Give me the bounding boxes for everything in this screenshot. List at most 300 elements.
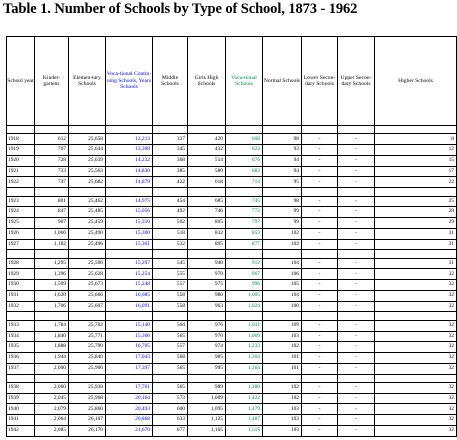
spacer-cell xyxy=(188,126,226,134)
cell-higher: 22 xyxy=(375,177,457,188)
cell-normal: 102 xyxy=(263,228,302,239)
cell-middle: 633 xyxy=(153,415,188,426)
spacer-cell xyxy=(375,250,457,258)
spacer-cell xyxy=(69,188,106,196)
cell-year: 1927 xyxy=(7,239,35,250)
cell-normal: 102 xyxy=(263,393,302,404)
cell-kindergartens: 1,706 xyxy=(35,301,69,312)
spacer-cell xyxy=(263,250,302,258)
cell-kindergartens: 747 xyxy=(35,177,69,188)
spacer-cell xyxy=(263,126,302,134)
cell-lower-secondary: - xyxy=(302,239,338,250)
group-spacer xyxy=(7,126,457,134)
cell-middle: 565 xyxy=(153,331,188,342)
cell-higher: 32 xyxy=(375,353,457,364)
table-row xyxy=(7,177,457,188)
cell-year: 1940 xyxy=(7,404,35,415)
cell-year: 1941 xyxy=(7,415,35,426)
cell-girls-high: 514 xyxy=(188,155,226,166)
cell-lower-secondary: - xyxy=(302,393,338,404)
spacer-cell xyxy=(7,374,35,382)
cell-middle: 337 xyxy=(153,134,188,145)
cell-vocational: 1,005 xyxy=(226,290,263,301)
cell-vocational-continuing: 15,306 xyxy=(106,331,153,342)
cell-kindergartens: 1,509 xyxy=(35,280,69,291)
cell-elementary: 25,968 xyxy=(69,393,106,404)
cell-year: 1930 xyxy=(7,280,35,291)
cell-upper-secondary: - xyxy=(338,404,375,415)
cell-vocational: 1,304 xyxy=(226,353,263,364)
spacer-cell xyxy=(375,374,457,382)
cell-upper-secondary: - xyxy=(338,415,375,426)
cell-elementary: 25,462 xyxy=(69,196,106,207)
cell-upper-secondary: - xyxy=(338,145,375,156)
table-row xyxy=(7,269,457,280)
cell-normal: 98 xyxy=(263,196,302,207)
cell-normal: 93 xyxy=(263,145,302,156)
cell-middle: 568 xyxy=(153,353,188,364)
cell-year: 1924 xyxy=(7,207,35,218)
cell-vocational: 772 xyxy=(226,207,263,218)
cell-upper-secondary: - xyxy=(338,239,375,250)
cell-kindergartens: 2,079 xyxy=(35,404,69,415)
cell-elementary: 25,790 xyxy=(69,342,106,353)
cell-vocational-continuing: 15,248 xyxy=(106,280,153,291)
cell-girls-high: 995 xyxy=(188,363,226,374)
col-header-girls-high: Girls High Schools xyxy=(188,37,226,126)
cell-kindergartens: 1,784 xyxy=(35,320,69,331)
col-header-school-year: School year xyxy=(7,37,35,126)
cell-elementary: 25,490 xyxy=(69,228,106,239)
cell-vocational: 1,069 xyxy=(226,331,263,342)
cell-middle: 573 xyxy=(153,393,188,404)
cell-higher: 32 xyxy=(375,331,457,342)
schools-table xyxy=(6,36,457,437)
cell-upper-secondary: - xyxy=(338,218,375,229)
cell-vocational: 1,487 xyxy=(226,415,263,426)
spacer-cell xyxy=(7,188,35,196)
cell-lower-secondary: - xyxy=(302,382,338,393)
cell-upper-secondary: - xyxy=(338,382,375,393)
cell-girls-high: 970 xyxy=(188,269,226,280)
table-row xyxy=(7,404,457,415)
cell-year: 1921 xyxy=(7,166,35,177)
group-spacer xyxy=(7,188,457,196)
cell-middle: 502 xyxy=(153,218,188,229)
cell-year: 1922 xyxy=(7,177,35,188)
cell-higher: 25 xyxy=(375,196,457,207)
table-row xyxy=(7,218,457,229)
cell-vocational-continuing: 15,316 xyxy=(106,218,153,229)
table-row xyxy=(7,280,457,291)
cell-elementary: 25,607 xyxy=(69,301,106,312)
cell-kindergartens: 1,182 xyxy=(35,239,69,250)
spacer-cell xyxy=(35,250,69,258)
spacer-cell xyxy=(226,374,263,382)
cell-lower-secondary: - xyxy=(302,207,338,218)
cell-vocational-continuing: 20,868 xyxy=(106,415,153,426)
cell-higher: 31 xyxy=(375,228,457,239)
cell-kindergartens: 2,085 xyxy=(35,425,69,436)
table-row xyxy=(7,134,457,145)
table-row xyxy=(7,258,457,269)
cell-vocational: 996 xyxy=(226,280,263,291)
cell-girls-high: 974 xyxy=(188,342,226,353)
cell-middle: 558 xyxy=(153,301,188,312)
cell-normal: 106 xyxy=(263,269,302,280)
cell-kindergartens: 2,000 xyxy=(35,363,69,374)
spacer-cell xyxy=(106,374,153,382)
cell-vocational: 676 xyxy=(226,155,263,166)
cell-normal: 104 xyxy=(263,258,302,269)
spacer-cell xyxy=(338,126,375,134)
cell-upper-secondary: - xyxy=(338,258,375,269)
col-header-upper-secondary: Upper Secon-dary Schools xyxy=(338,37,375,126)
col-header-vocational-continuing: Voca-tional Contin-uing Schools, Years Schools xyxy=(106,37,153,126)
cell-middle: 677 xyxy=(153,425,188,436)
cell-elementary: 25,938 xyxy=(69,382,106,393)
cell-vocational: 608 xyxy=(226,134,263,145)
cell-vocational: 877 xyxy=(226,239,263,250)
cell-year: 1937 xyxy=(7,363,35,374)
cell-higher: 15 xyxy=(375,155,457,166)
cell-lower-secondary: - xyxy=(302,353,338,364)
cell-vocational-continuing: 17,043 xyxy=(106,353,153,364)
cell-vocational: 623 xyxy=(226,145,263,156)
cell-lower-secondary: - xyxy=(302,280,338,291)
cell-kindergartens: 1,888 xyxy=(35,342,69,353)
cell-lower-secondary: - xyxy=(302,290,338,301)
cell-middle: 565 xyxy=(153,363,188,374)
cell-year: 1919 xyxy=(7,145,35,156)
cell-higher: 28 xyxy=(375,207,457,218)
cell-upper-secondary: - xyxy=(338,353,375,364)
spacer-cell xyxy=(338,374,375,382)
cell-lower-secondary: - xyxy=(302,404,338,415)
cell-higher: 17 xyxy=(375,166,457,177)
cell-higher: 32 xyxy=(375,393,457,404)
table-row xyxy=(7,228,457,239)
cell-normal: 99 xyxy=(263,207,302,218)
table-row xyxy=(7,425,457,436)
cell-girls-high: 1,165 xyxy=(188,425,226,436)
cell-lower-secondary: - xyxy=(302,320,338,331)
cell-girls-high: 805 xyxy=(188,218,226,229)
cell-middle: 564 xyxy=(153,320,188,331)
cell-vocational-continuing: 15,297 xyxy=(106,258,153,269)
cell-normal: 109 xyxy=(263,320,302,331)
cell-kindergartens: 2,060 xyxy=(35,382,69,393)
spacer-cell xyxy=(35,312,69,320)
cell-girls-high: 618 xyxy=(188,177,226,188)
cell-normal: 101 xyxy=(263,363,302,374)
spacer-cell xyxy=(69,250,106,258)
cell-vocational-continuing: 15,056 xyxy=(106,207,153,218)
cell-vocational-continuing: 14,975 xyxy=(106,196,153,207)
spacer-cell xyxy=(263,312,302,320)
spacer-cell xyxy=(188,312,226,320)
cell-girls-high: 975 xyxy=(188,280,226,291)
cell-vocational: 1,380 xyxy=(226,382,263,393)
cell-normal: 103 xyxy=(263,331,302,342)
cell-higher: 32 xyxy=(375,301,457,312)
cell-vocational: 1,024 xyxy=(226,301,263,312)
table-row xyxy=(7,145,457,156)
cell-vocational: 714 xyxy=(226,177,263,188)
cell-elementary: 25,840 xyxy=(69,353,106,364)
cell-lower-secondary: - xyxy=(302,155,338,166)
cell-kindergartens: 728 xyxy=(35,155,69,166)
cell-year: 1938 xyxy=(7,382,35,393)
spacer-cell xyxy=(35,374,69,382)
table-row xyxy=(7,320,457,331)
cell-girls-high: 580 xyxy=(188,166,226,177)
cell-lower-secondary: - xyxy=(302,218,338,229)
spacer-cell xyxy=(226,126,263,134)
cell-middle: 565 xyxy=(153,382,188,393)
cell-vocational-continuing: 12,213 xyxy=(106,134,153,145)
cell-normal: 94 xyxy=(263,155,302,166)
cell-girls-high: 685 xyxy=(188,196,226,207)
cell-vocational-continuing: 17,761 xyxy=(106,382,153,393)
cell-lower-secondary: - xyxy=(302,331,338,342)
cell-elementary: 25,771 xyxy=(69,331,106,342)
cell-upper-secondary: - xyxy=(338,290,375,301)
spacer-cell xyxy=(263,374,302,382)
col-header-kindergartens: Kinder-gartens xyxy=(35,37,69,126)
cell-vocational-continuing: 20,493 xyxy=(106,404,153,415)
table-row xyxy=(7,342,457,353)
cell-vocational-continuing: 21,670 xyxy=(106,425,153,436)
cell-normal: 95 xyxy=(263,177,302,188)
cell-girls-high: 832 xyxy=(188,228,226,239)
spacer-cell xyxy=(153,126,188,134)
cell-vocational: 1,479 xyxy=(226,404,263,415)
table-row xyxy=(7,301,457,312)
cell-elementary: 26,107 xyxy=(69,415,106,426)
cell-middle: 558 xyxy=(153,290,188,301)
cell-year: 1932 xyxy=(7,301,35,312)
cell-upper-secondary: - xyxy=(338,331,375,342)
cell-vocational-continuing: 15,254 xyxy=(106,269,153,280)
spacer-cell xyxy=(375,126,457,134)
spacer-cell xyxy=(153,188,188,196)
cell-girls-high: 1,125 xyxy=(188,415,226,426)
cell-middle: 518 xyxy=(153,228,188,239)
cell-year: 1920 xyxy=(7,155,35,166)
cell-lower-secondary: - xyxy=(302,228,338,239)
cell-higher: 32 xyxy=(375,320,457,331)
cell-kindergartens: 847 xyxy=(35,207,69,218)
cell-lower-secondary: - xyxy=(302,425,338,436)
cell-upper-secondary: - xyxy=(338,320,375,331)
cell-elementary: 25,496 xyxy=(69,239,106,250)
header-row xyxy=(7,37,457,126)
spacer-cell xyxy=(69,312,106,320)
cell-year: 1933 xyxy=(7,320,35,331)
spacer-cell xyxy=(226,312,263,320)
cell-vocational-continuing: 15,140 xyxy=(106,320,153,331)
cell-girls-high: 963 xyxy=(188,301,226,312)
cell-kindergartens: 1,066 xyxy=(35,228,69,239)
cell-higher: 32 xyxy=(375,382,457,393)
cell-upper-secondary: - xyxy=(338,177,375,188)
cell-kindergartens: 707 xyxy=(35,145,69,156)
cell-girls-high: 970 xyxy=(188,331,226,342)
cell-upper-secondary: - xyxy=(338,363,375,374)
cell-year: 1923 xyxy=(7,196,35,207)
spacer-cell xyxy=(226,188,263,196)
table-row xyxy=(7,207,457,218)
cell-middle: 545 xyxy=(153,258,188,269)
cell-normal: 94 xyxy=(263,166,302,177)
cell-vocational-continuing: 16,085 xyxy=(106,290,153,301)
spacer-cell xyxy=(338,250,375,258)
cell-vocational-continuing: 13,308 xyxy=(106,145,153,156)
cell-kindergartens: 733 xyxy=(35,166,69,177)
col-header-lower-secondary: Lower Secon-dary Schools xyxy=(302,37,338,126)
cell-upper-secondary: - xyxy=(338,207,375,218)
cell-lower-secondary: - xyxy=(302,363,338,374)
spacer-cell xyxy=(375,312,457,320)
table-row xyxy=(7,393,457,404)
col-header-vocational: Voca-tional Schools xyxy=(226,37,263,126)
cell-higher: 12 xyxy=(375,145,457,156)
cell-normal: 104 xyxy=(263,290,302,301)
cell-kindergartens: 801 xyxy=(35,196,69,207)
spacer-cell xyxy=(106,312,153,320)
cell-girls-high: 976 xyxy=(188,320,226,331)
spacer-cell xyxy=(153,312,188,320)
cell-higher: 32 xyxy=(375,363,457,374)
spacer-cell xyxy=(338,312,375,320)
cell-year: 1928 xyxy=(7,258,35,269)
col-header-higher: Higher Schools xyxy=(375,37,457,126)
cell-lower-secondary: - xyxy=(302,269,338,280)
cell-upper-secondary: - xyxy=(338,269,375,280)
spacer-cell xyxy=(302,312,338,320)
cell-girls-high: 420 xyxy=(188,134,226,145)
cell-upper-secondary: - xyxy=(338,342,375,353)
cell-upper-secondary: - xyxy=(338,196,375,207)
cell-kindergartens: 1,295 xyxy=(35,258,69,269)
cell-kindergartens: 1,396 xyxy=(35,269,69,280)
cell-middle: 454 xyxy=(153,196,188,207)
cell-year: 1926 xyxy=(7,228,35,239)
cell-normal: 102 xyxy=(263,239,302,250)
cell-vocational: 853 xyxy=(226,228,263,239)
cell-vocational: 912 xyxy=(226,258,263,269)
cell-girls-high: 895 xyxy=(188,239,226,250)
spacer-cell xyxy=(153,374,188,382)
cell-elementary: 25,860 xyxy=(69,404,106,415)
table-row xyxy=(7,353,457,364)
spacer-cell xyxy=(106,250,153,258)
cell-vocational: 967 xyxy=(226,269,263,280)
cell-vocational: 1,515 xyxy=(226,425,263,436)
group-spacer xyxy=(7,374,457,382)
cell-vocational: 1,422 xyxy=(226,393,263,404)
cell-elementary: 25,563 xyxy=(69,166,106,177)
cell-girls-high: 940 xyxy=(188,258,226,269)
cell-elementary: 25,506 xyxy=(69,258,106,269)
cell-lower-secondary: - xyxy=(302,134,338,145)
cell-girls-high: 1,009 xyxy=(188,393,226,404)
cell-higher: 32 xyxy=(375,342,457,353)
cell-middle: 345 xyxy=(153,145,188,156)
cell-lower-secondary: - xyxy=(302,342,338,353)
cell-girls-high: 980 xyxy=(188,290,226,301)
cell-upper-secondary: - xyxy=(338,134,375,145)
spacer-cell xyxy=(188,250,226,258)
cell-elementary: 25,682 xyxy=(69,177,106,188)
cell-vocational: 1,041 xyxy=(226,320,263,331)
table-row xyxy=(7,166,457,177)
cell-lower-secondary: - xyxy=(302,258,338,269)
spacer-cell xyxy=(106,188,153,196)
cell-lower-secondary: - xyxy=(302,301,338,312)
cell-middle: 532 xyxy=(153,239,188,250)
table-row xyxy=(7,290,457,301)
cell-middle: 385 xyxy=(153,166,188,177)
spacer-cell xyxy=(7,312,35,320)
table-row xyxy=(7,331,457,342)
cell-lower-secondary: - xyxy=(302,166,338,177)
cell-vocational: 745 xyxy=(226,196,263,207)
cell-girls-high: 432 xyxy=(188,145,226,156)
cell-kindergartens: 1,944 xyxy=(35,353,69,364)
cell-lower-secondary: - xyxy=(302,145,338,156)
table-row xyxy=(7,363,457,374)
cell-upper-secondary: - xyxy=(338,228,375,239)
cell-higher: 8 xyxy=(375,134,457,145)
cell-vocational: 1,364 xyxy=(226,363,263,374)
spacer-cell xyxy=(69,374,106,382)
spacer-cell xyxy=(7,250,35,258)
spacer-cell xyxy=(226,250,263,258)
cell-higher: 32 xyxy=(375,425,457,436)
group-spacer xyxy=(7,312,457,320)
cell-upper-secondary: - xyxy=(338,155,375,166)
spacer-cell xyxy=(375,188,457,196)
cell-higher: 32 xyxy=(375,269,457,280)
table-row xyxy=(7,415,457,426)
cell-middle: 600 xyxy=(153,404,188,415)
cell-vocational-continuing: 14,879 xyxy=(106,177,153,188)
cell-upper-secondary: - xyxy=(338,301,375,312)
cell-vocational-continuing: 15,361 xyxy=(106,239,153,250)
cell-kindergartens: 612 xyxy=(35,134,69,145)
cell-lower-secondary: - xyxy=(302,177,338,188)
spacer-cell xyxy=(302,374,338,382)
cell-normal: 103 xyxy=(263,404,302,415)
cell-kindergartens: 967 xyxy=(35,218,69,229)
cell-higher: 31 xyxy=(375,258,457,269)
table-row xyxy=(7,239,457,250)
spacer-cell xyxy=(7,126,35,134)
spacer-cell xyxy=(263,188,302,196)
cell-girls-high: 1,095 xyxy=(188,404,226,415)
cell-lower-secondary: - xyxy=(302,196,338,207)
cell-vocational: 683 xyxy=(226,166,263,177)
spacer-cell xyxy=(69,126,106,134)
cell-year: 1931 xyxy=(7,290,35,301)
col-header-elementary: Elemen-tary Schools xyxy=(69,37,106,126)
cell-kindergartens: 2,064 xyxy=(35,415,69,426)
cell-vocational-continuing: 20,164 xyxy=(106,393,153,404)
cell-year: 1939 xyxy=(7,393,35,404)
cell-kindergartens: 1,840 xyxy=(35,331,69,342)
